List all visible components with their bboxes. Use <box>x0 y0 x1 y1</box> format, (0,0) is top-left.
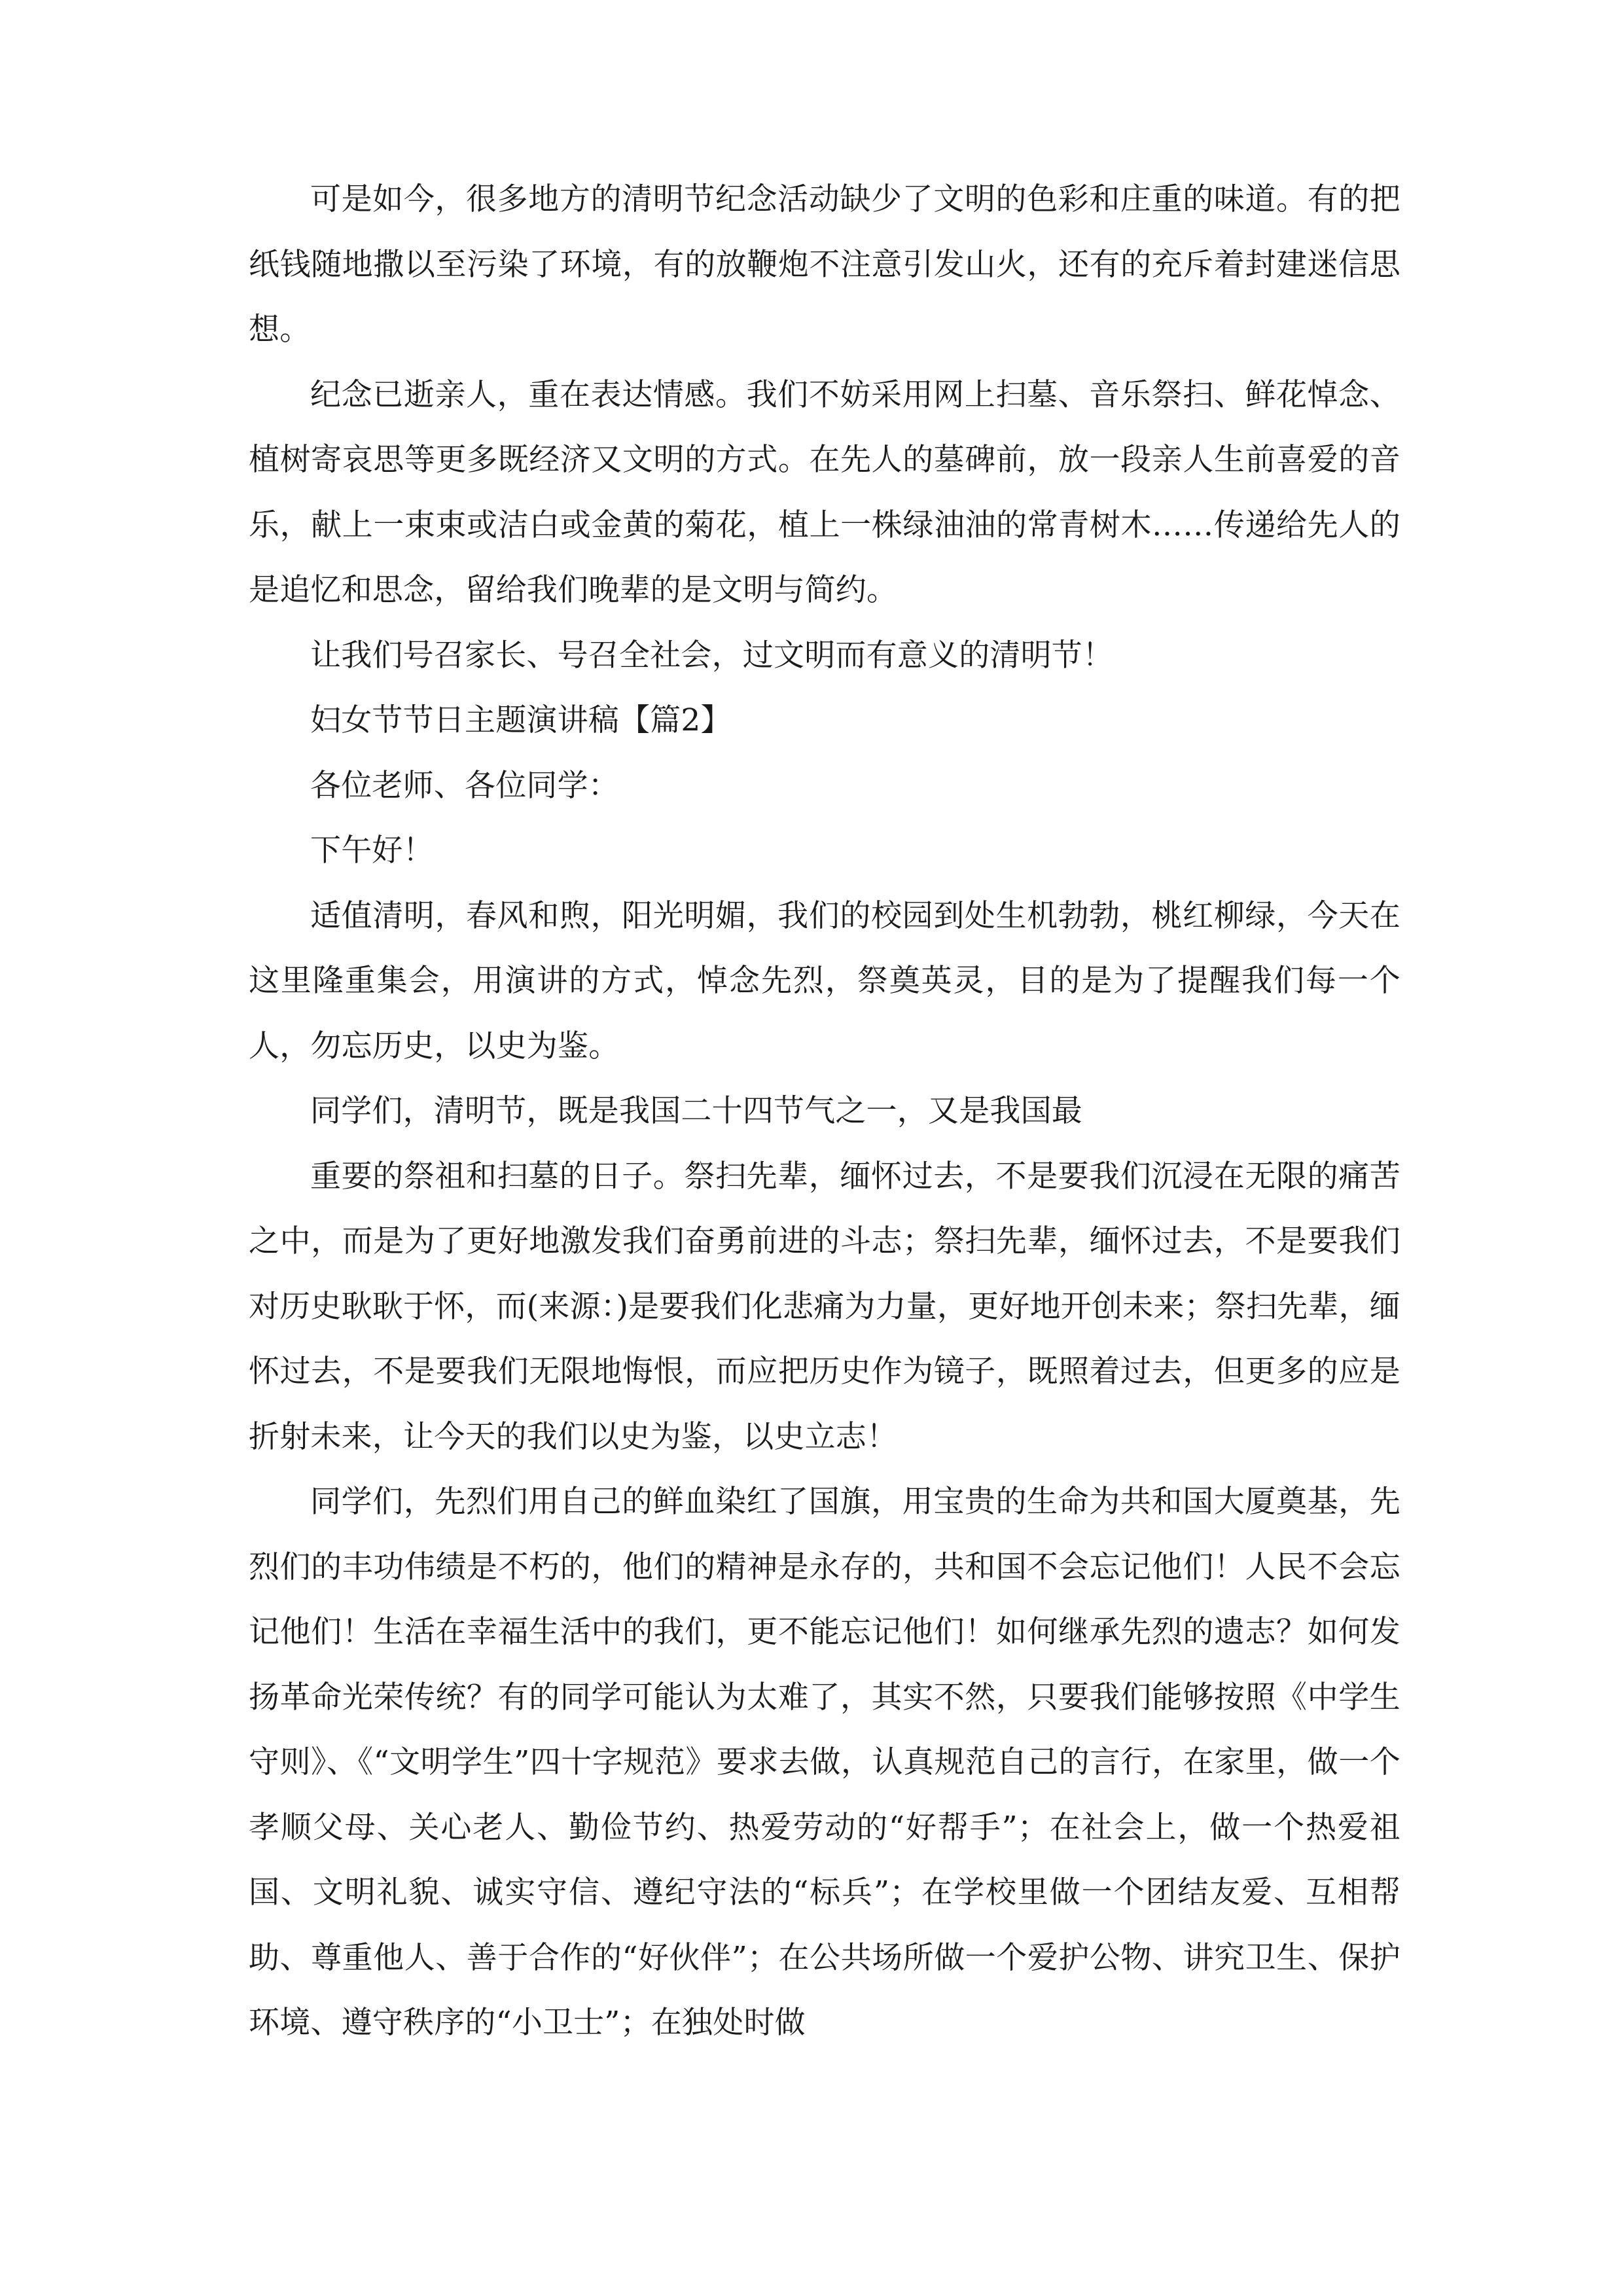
paragraph-7: 适值清明，春风和煦，阳光明媚，我们的校园到处生机勃勃，桃红柳绿，今天在这里隆重集会，用演讲的方式，悼念先烈，祭奠英灵，目的是为了提醒我们每一个人，勿忘历史，以史为鉴。 <box>249 897 1400 1064</box>
document-body <box>249 167 1400 2056</box>
paragraph-3: 让我们号召家长、号召全社会，过文明而有意义的清明节！ <box>310 637 1114 673</box>
paragraph-9: 重要的祭祖和扫墓的日子。祭扫先辈，缅怀过去，不是要我们沉浸在无限的痛苦之中，而是为了更好地激发我们奋勇前进的斗志；祭扫先辈，缅怀过去，不是要我们对历史耿耿于怀，而(来源：)是要我们化悲痛为力量，更好地开创未来；祭扫先辈，缅怀过去，不是要我们无限地悔恨，而应把历史作为镜子，既照着过去，但更多的应是折射未来，让今天的我们以史为鉴，以史立志！ <box>249 1158 1400 1455</box>
paragraph-2: 纪念已逝亲人，重在表达情感。我们不妨采用网上扫墓、音乐祭扫、鲜花悼念、植树寄哀思等更多既经济又文明的方式。在先人的墓碑前，放一段亲人生前喜爱的音乐，献上一束束或洁白或金黄的菊花，植上一株绿油油的常青树木……传递给先人的是追忆和思念，留给我们晚辈的是文明与简约。 <box>249 376 1400 608</box>
paragraph-1: 可是如今，很多地方的清明节纪念活动缺少了文明的色彩和庄重的味道。有的把纸钱随地撒以至污染了环境，有的放鞭炮不注意引发山火，还有的充斥着封建迷信思想。 <box>249 181 1400 348</box>
paragraph-8: 同学们，清明节，既是我国二十四节气之一，又是我国最 <box>310 1093 1082 1129</box>
section-heading: 妇女节节日主题演讲稿【篇2】 <box>310 702 732 738</box>
paragraph-10: 同学们，先烈们用自己的鲜血染红了国旗，用宝贵的生命为共和国大厦奠基，先烈们的丰功伟绩是不朽的，他们的精神是永存的，共和国不会忘记他们！人民不会忘记他们！生活在幸福生活中的我们，更不能忘记他们！如何继承先烈的遗志？如何发扬革命光荣传统？有的同学可能认为太难了，其实不然，只要我们能够按照《中学生守则》、《“文明学生”四十字规范》要求去做，认真规范自己的言行，在家里，做一个孝顺父母、关心老人、勤俭节约、热爱劳动的“好帮手”；在社会上，做一个热爱祖国、文明礼貌、诚实守信、遵纪守法的“标兵”；在学校里做一个团结友爱、互相帮助、尊重他人、善于合作的“好伙伴”；在公共场所做一个爱护公物、讲究卫生、保护环境、遵守秩序的“小卫士”；在独处时做 <box>249 1484 1400 2041</box>
salutation: 各位老师、各位同学： <box>310 767 619 804</box>
greeting: 下午好！ <box>310 833 434 869</box>
